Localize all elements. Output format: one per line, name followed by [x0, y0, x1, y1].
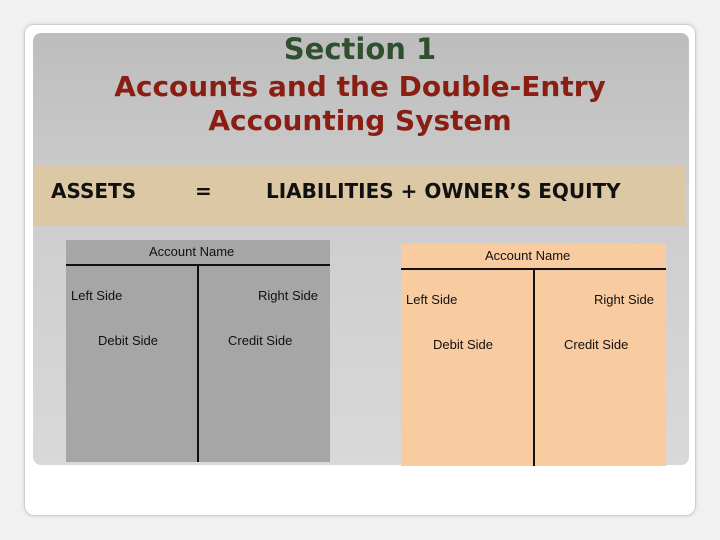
- t-account-gray: [66, 240, 330, 462]
- t-account-divider: [197, 264, 199, 462]
- left-side-label: Left Side: [71, 288, 123, 303]
- equation-assets: ASSETS: [51, 179, 137, 203]
- t-account-peach: [401, 244, 666, 466]
- accounting-equation-bar: [33, 166, 685, 226]
- equation-liabilities-equity: LIABILITIES + OWNER’S EQUITY: [266, 179, 621, 203]
- t-account-name: Account Name: [149, 244, 235, 259]
- equation-equals: =: [195, 179, 212, 203]
- right-side-label: Right Side: [594, 292, 654, 307]
- main-title-line-1: Accounts and the Double-Entry: [114, 70, 606, 103]
- t-account-name: Account Name: [485, 248, 571, 263]
- credit-side-label: Credit Side: [228, 333, 293, 348]
- credit-side-label: Credit Side: [564, 337, 629, 352]
- main-title-line-2: Accounting System: [208, 104, 512, 137]
- debit-side-label: Debit Side: [433, 337, 493, 352]
- left-side-label: Left Side: [406, 292, 458, 307]
- debit-side-label: Debit Side: [98, 333, 158, 348]
- right-side-label: Right Side: [258, 288, 318, 303]
- section-title: Section 1: [283, 32, 437, 66]
- t-account-divider: [533, 268, 535, 466]
